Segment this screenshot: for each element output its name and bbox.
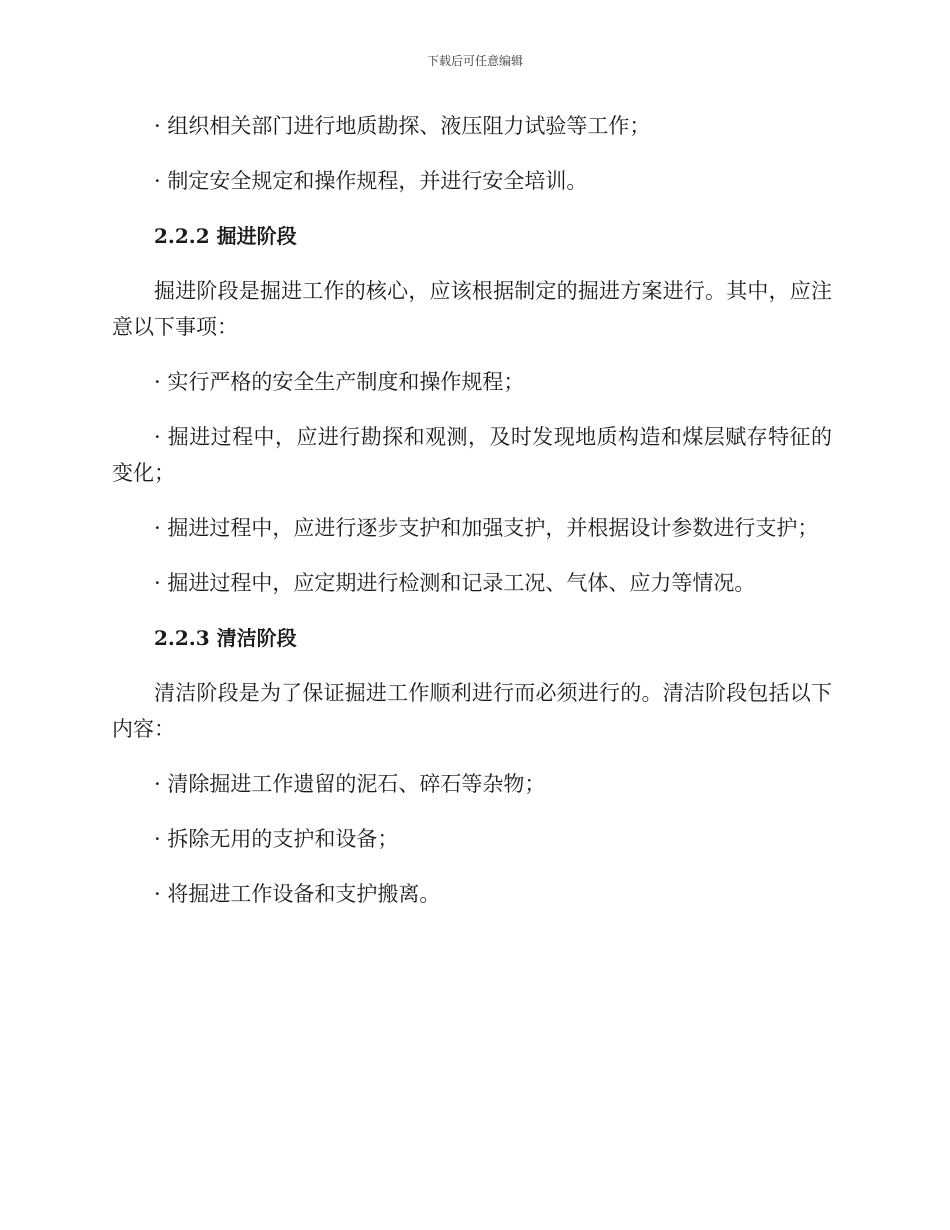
bullet-item: · 清除掘进工作遗留的泥石、碎石等杂物； [154,772,546,796]
bullet-item: · 掘进过程中，应进行逐步支护和加强支护，并根据设计参数进行支护； [154,516,819,540]
section-heading-2-2-3: 2.2.3 清洁阶段 [154,626,297,650]
bullet-item: · 掘进过程中，应进行勘探和观测，及时发现地质构造和煤层赋存特征的变化； [112,425,832,485]
bullet-item: · 组织相关部门进行地质勘探、液压阻力试验等工作； [154,114,651,138]
bullet-item: · 拆除无用的支护和设备； [154,827,399,851]
paragraph-cleaning-stage: 清洁阶段是为了保证掘进工作顺利进行而必须进行的。清洁阶段包括以下内容： [112,681,832,741]
paragraph-excavation-stage: 掘进阶段是掘进工作的核心，应该根据制定的掘进方案进行。其中，应注意以下事项： [112,279,832,339]
bullet-item: · 实行严格的安全生产制度和操作规程； [154,370,525,394]
bullet-item: · 制定安全规定和操作规程，并进行安全培训。 [154,169,588,193]
bullet-item: · 掘进过程中，应定期进行检测和记录工况、气体、应力等情况。 [154,571,756,595]
page-header: 下载后可任意编辑 [426,54,523,68]
document-body [112,108,832,931]
section-heading-2-2-2: 2.2.2 掘进阶段 [154,224,297,248]
bullet-item: · 将掘进工作设备和支护搬离。 [154,882,441,906]
